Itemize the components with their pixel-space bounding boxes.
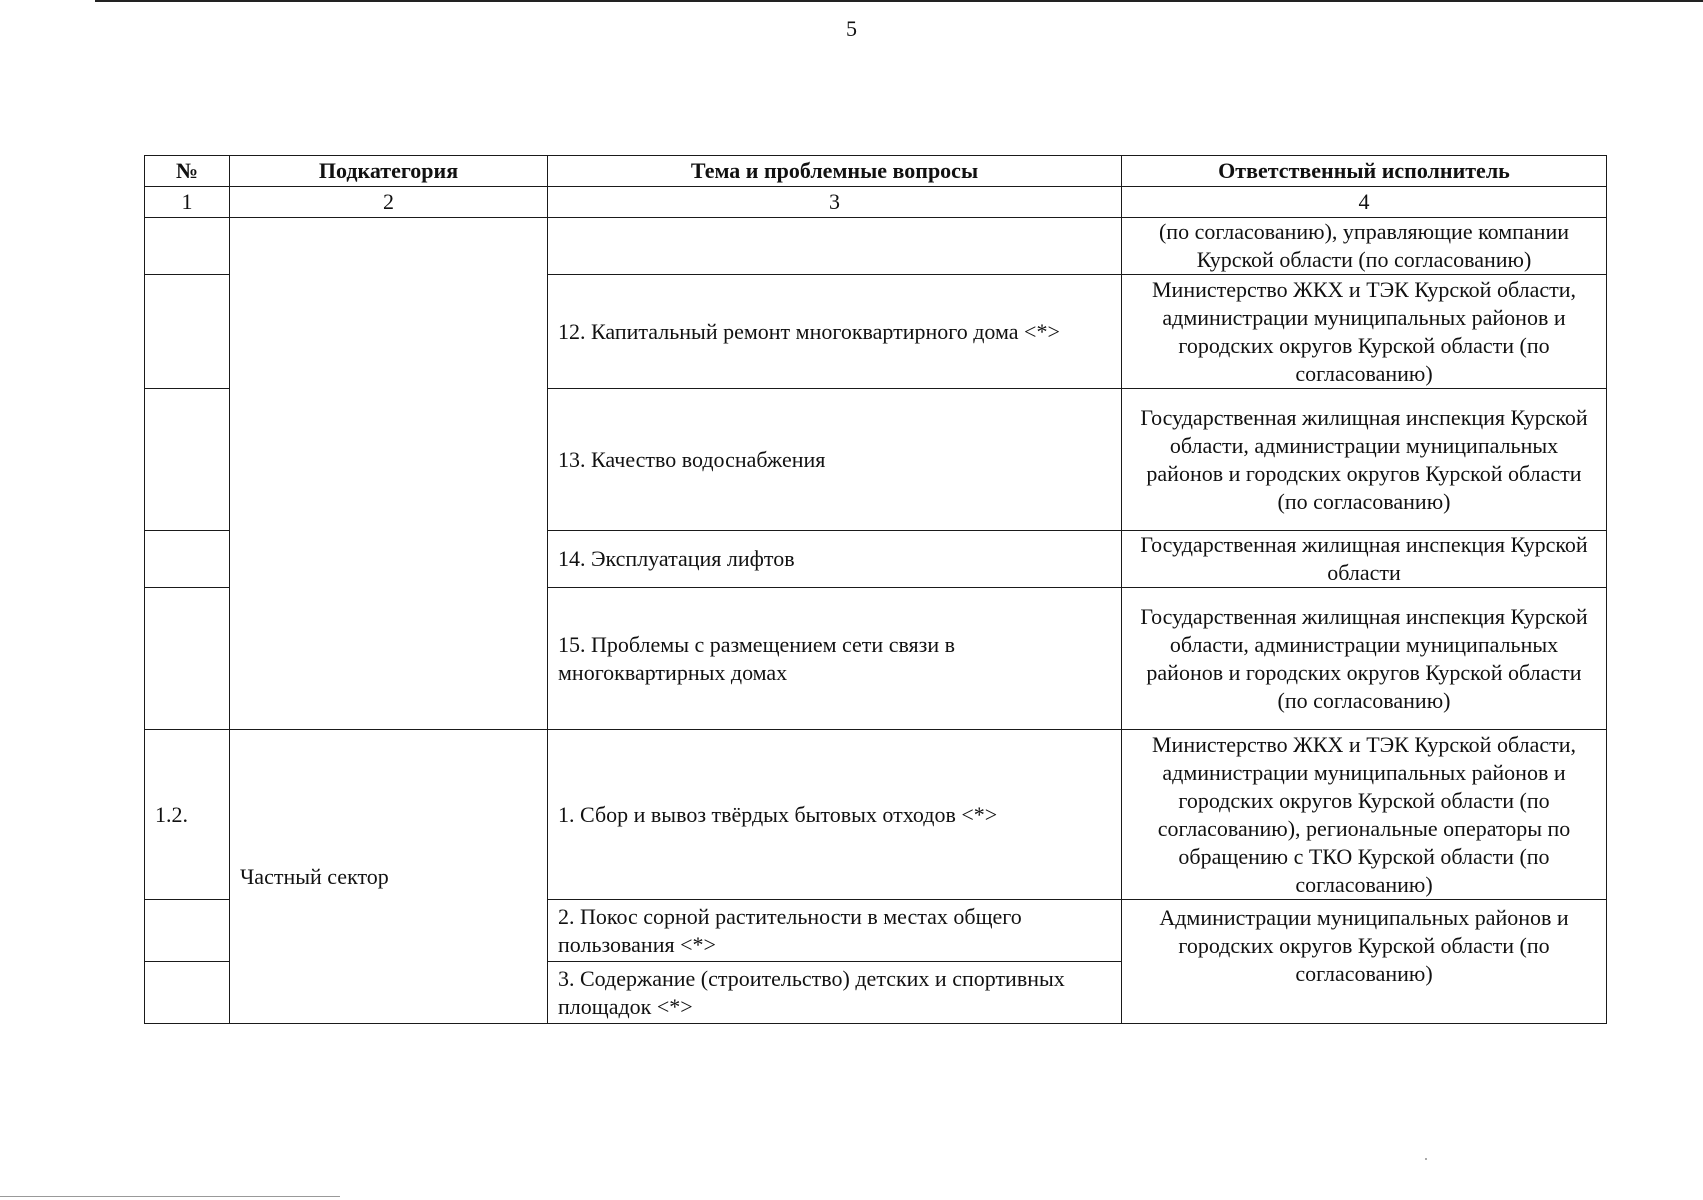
executor-cell: Государственная жилищная инспекция Курской области	[1122, 531, 1607, 588]
executor-cell: (по согласованию), управляющие компании Курской области (по согласованию)	[1122, 218, 1607, 275]
header-subcategory: Подкатегория	[230, 156, 548, 187]
topic-cell: 13. Качество водоснабжения	[548, 389, 1122, 531]
executor-cell: Государственная жилищная инспекция Курской области, администрации муниципальных районов и городских округов Курской области (по согласованию)	[1122, 588, 1607, 730]
header-number: №	[145, 156, 230, 187]
number-cell	[145, 389, 230, 531]
topic-cell: 3. Содержание (строительство) детских и спортивных площадок <*>	[548, 962, 1122, 1024]
page-number: 5	[846, 16, 857, 41]
topic-cell	[548, 218, 1122, 275]
shared-executor-cell: Администрации муниципальных районов и городских округов Курской области (по согласованию)	[1122, 900, 1607, 1024]
executor-cell: Министерство ЖКХ и ТЭК Курской области, администрации муниципальных районов и городских округов Курской области (по согласованию)	[1122, 275, 1607, 389]
topic-cell: 2. Покос сорной растительности в местах общего пользования <*>	[548, 900, 1122, 962]
top-rule	[95, 0, 1703, 2]
number-cell	[145, 218, 230, 275]
scan-edge-mark	[0, 1196, 340, 1197]
section-subcategory-cell: Частный сектор	[230, 730, 548, 1024]
number-cell	[145, 900, 230, 962]
header-topic: Тема и проблемные вопросы	[548, 156, 1122, 187]
column-index: 1	[145, 187, 230, 218]
header-executor: Ответственный исполнитель	[1122, 156, 1607, 187]
column-index-row	[145, 187, 1607, 218]
topics-table	[144, 155, 1607, 1024]
topic-cell: 14. Эксплуатация лифтов	[548, 531, 1122, 588]
column-index: 4	[1122, 187, 1607, 218]
executor-cell: Государственная жилищная инспекция Курской области, администрации муниципальных районов и городских округов Курской области (по согласованию)	[1122, 389, 1607, 531]
number-cell	[145, 531, 230, 588]
number-cell	[145, 275, 230, 389]
table-row	[145, 730, 1607, 900]
topic-cell: 15. Проблемы с размещением сети связи в многоквартирных домах	[548, 588, 1122, 730]
column-index: 2	[230, 187, 548, 218]
number-cell	[145, 962, 230, 1024]
subcategory-cell	[230, 218, 548, 730]
executor-cell: Министерство ЖКХ и ТЭК Курской области, администрации муниципальных районов и городских округов Курской области (по согласованию), региональные операторы по обращению с ТКО Курской области (по согласованию)	[1122, 730, 1607, 900]
table-row	[145, 218, 1607, 275]
table-header-row	[145, 156, 1607, 187]
column-index: 3	[548, 187, 1122, 218]
number-cell	[145, 588, 230, 730]
topic-cell: 12. Капитальный ремонт многоквартирного дома <*>	[548, 275, 1122, 389]
scan-artifact	[1425, 1158, 1427, 1160]
section-number-cell: 1.2.	[145, 730, 230, 900]
topic-cell: 1. Сбор и вывоз твёрдых бытовых отходов <*>	[548, 730, 1122, 900]
